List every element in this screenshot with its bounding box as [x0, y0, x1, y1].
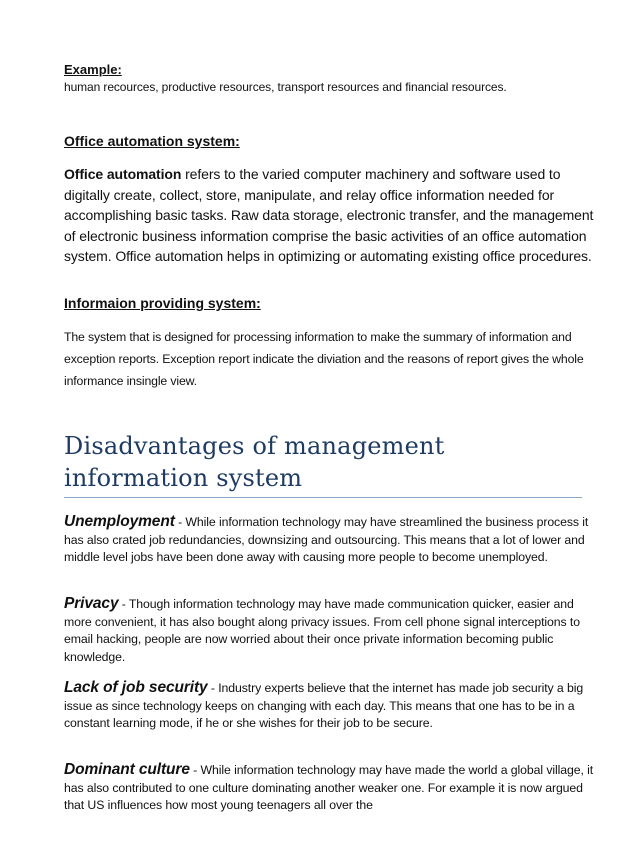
disadvantage-item [64, 761, 594, 815]
heading-divider [64, 497, 582, 498]
disadvantage-item [64, 595, 594, 666]
disadvantage-term: Dominant culture [64, 761, 190, 778]
disadvantage-term: Privacy [64, 595, 119, 612]
disadvantage-text: Industry experts believe that the internet has made job security a big issue as since technology keeps on changing with each day. This means that one has to be in a constant learning mode, if he or she wishes for their job to be secure. [64, 681, 584, 730]
disadvantage-text: Though information technology may have made communication quicker, easier and more convenient, it has also bought along privacy issues. From cell phone signal interceptions to email hacking, people are now worried about their once private information becoming public knowledge. [64, 597, 580, 664]
office-automation-paragraph [64, 164, 594, 267]
disadvantage-term: Unemployment [64, 513, 175, 530]
example-title: Example: [64, 62, 122, 77]
disadvantages-heading: Disadvantages of management information system [64, 432, 445, 492]
disadvantage-dash: - [174, 515, 186, 529]
information-providing-paragraph: The system that is designed for processing information to make the summary of information and exception reports. Exception report indicate the diviation and the reasons of report gives the whole informance insingle view. [64, 330, 584, 388]
disadvantage-dash: - [118, 597, 129, 611]
disadvantage-term: Lack of job security [64, 679, 208, 696]
disadvantage-dash: - [207, 681, 219, 695]
disadvantage-item [64, 679, 594, 733]
disadvantage-dash: - [189, 763, 201, 777]
disadvantage-text: While information technology may have streamlined the business process it has also crated job redundancies, downsizing and outsourcing. This means that a lot of lower and middle level jobs have been done away with causing more people to become unemployed. [64, 515, 589, 564]
office-automation-lead: Office automation [64, 166, 182, 182]
office-automation-heading: Office automation system: [64, 133, 240, 149]
office-automation-body: refers to the varied computer machinery and software used to digitally create, collect, store, manipulate, and relay office information needed for accomplishing basic tasks. Raw data storage, electronic transfer, and the management of electronic business information comprise the basic activities of an office automation system. Office automation helps in optimizing or automating existing office procedures. [64, 166, 594, 264]
disadvantage-text: While information technology may have made the world a global village, it has also contributed to one culture dominating another weaker one. For example it is now argued that US influences how most young teenagers all over the [64, 763, 594, 812]
information-providing-heading: Informaion providing system: [64, 295, 261, 311]
example-text: human recources, productive resources, transport resources and financial resources. [64, 80, 507, 94]
disadvantage-item [64, 513, 594, 567]
